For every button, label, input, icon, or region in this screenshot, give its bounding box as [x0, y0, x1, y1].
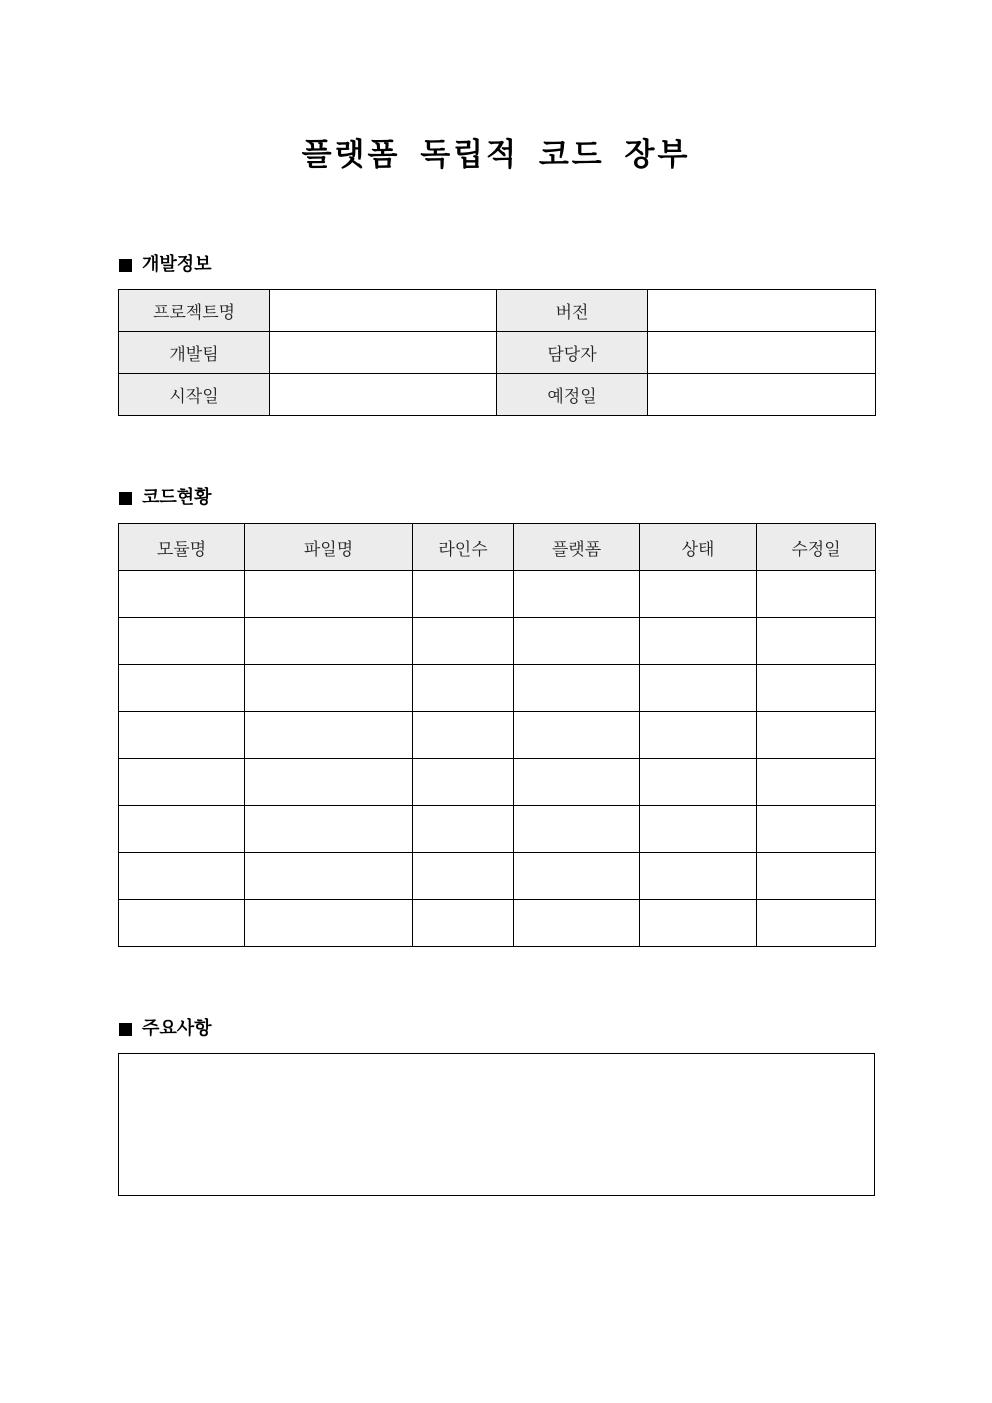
column-header-status: 상태: [640, 524, 757, 571]
table-cell[interactable]: [245, 665, 413, 712]
table-cell[interactable]: [757, 618, 876, 665]
table-cell[interactable]: [245, 759, 413, 806]
column-header-module: 모듈명: [119, 524, 245, 571]
table-cell[interactable]: [119, 853, 245, 900]
table-row: [119, 618, 876, 665]
table-row: [119, 806, 876, 853]
table-cell[interactable]: [514, 900, 640, 947]
table-cell[interactable]: [640, 806, 757, 853]
start-date-label: 시작일: [119, 374, 270, 416]
due-date-label: 예정일: [497, 374, 648, 416]
table-cell[interactable]: [514, 665, 640, 712]
square-bullet-icon: [119, 259, 132, 272]
table-cell[interactable]: [413, 900, 514, 947]
table-cell[interactable]: [757, 853, 876, 900]
table-cell[interactable]: [245, 853, 413, 900]
table-cell[interactable]: [640, 712, 757, 759]
column-header-filename: 파일명: [245, 524, 413, 571]
table-cell[interactable]: [119, 571, 245, 618]
table-cell[interactable]: [245, 900, 413, 947]
table-row: [119, 374, 876, 416]
table-cell[interactable]: [514, 853, 640, 900]
table-cell[interactable]: [640, 665, 757, 712]
table-row: [119, 712, 876, 759]
table-row: [119, 853, 876, 900]
code-status-rows: [119, 571, 876, 947]
table-cell[interactable]: [119, 900, 245, 947]
code-status-heading-text: 코드현황: [142, 487, 212, 508]
table-cell[interactable]: [245, 571, 413, 618]
table-cell[interactable]: [413, 759, 514, 806]
dev-info-table: [118, 289, 876, 416]
table-cell[interactable]: [413, 665, 514, 712]
table-cell[interactable]: [119, 665, 245, 712]
table-cell[interactable]: [640, 759, 757, 806]
table-cell[interactable]: [413, 853, 514, 900]
table-cell[interactable]: [757, 806, 876, 853]
table-cell[interactable]: [757, 900, 876, 947]
dev-info-heading: [119, 253, 212, 277]
table-row: [119, 900, 876, 947]
table-cell[interactable]: [119, 618, 245, 665]
table-row: [119, 571, 876, 618]
table-cell[interactable]: [640, 571, 757, 618]
table-cell[interactable]: [119, 759, 245, 806]
table-cell[interactable]: [640, 853, 757, 900]
table-cell[interactable]: [245, 712, 413, 759]
table-row: [119, 290, 876, 332]
square-bullet-icon: [119, 1023, 132, 1036]
notes-box[interactable]: [118, 1053, 875, 1196]
document-title: 플랫폼 독립적 코드 장부: [301, 137, 691, 173]
table-cell[interactable]: [640, 900, 757, 947]
table-header-row: [119, 524, 876, 571]
table-cell[interactable]: [514, 571, 640, 618]
square-bullet-icon: [119, 492, 132, 505]
start-date-field[interactable]: [270, 374, 497, 416]
code-status-table: [118, 523, 876, 947]
manager-field[interactable]: [648, 332, 876, 374]
table-row: [119, 332, 876, 374]
table-cell[interactable]: [514, 806, 640, 853]
table-cell[interactable]: [757, 712, 876, 759]
notes-heading-text: 주요사항: [142, 1018, 212, 1039]
project-name-label: 프로젝트명: [119, 290, 270, 332]
table-cell[interactable]: [413, 806, 514, 853]
table-cell[interactable]: [757, 759, 876, 806]
column-header-modified: 수정일: [757, 524, 876, 571]
due-date-field[interactable]: [648, 374, 876, 416]
project-name-field[interactable]: [270, 290, 497, 332]
table-cell[interactable]: [757, 665, 876, 712]
table-cell[interactable]: [514, 618, 640, 665]
version-label: 버전: [497, 290, 648, 332]
notes-heading: [119, 1017, 212, 1041]
table-cell[interactable]: [245, 806, 413, 853]
table-cell[interactable]: [757, 571, 876, 618]
table-cell[interactable]: [413, 618, 514, 665]
table-cell[interactable]: [245, 618, 413, 665]
table-cell[interactable]: [514, 712, 640, 759]
table-cell[interactable]: [413, 712, 514, 759]
manager-label: 담당자: [497, 332, 648, 374]
dev-info-heading-text: 개발정보: [142, 254, 212, 275]
dev-team-label: 개발팀: [119, 332, 270, 374]
column-header-lines: 라인수: [413, 524, 514, 571]
dev-team-field[interactable]: [270, 332, 497, 374]
table-cell[interactable]: [119, 712, 245, 759]
table-cell[interactable]: [119, 806, 245, 853]
table-row: [119, 759, 876, 806]
table-cell[interactable]: [640, 618, 757, 665]
column-header-platform: 플랫폼: [514, 524, 640, 571]
version-field[interactable]: [648, 290, 876, 332]
table-cell[interactable]: [514, 759, 640, 806]
table-row: [119, 665, 876, 712]
code-status-heading: [119, 486, 212, 510]
table-cell[interactable]: [413, 571, 514, 618]
